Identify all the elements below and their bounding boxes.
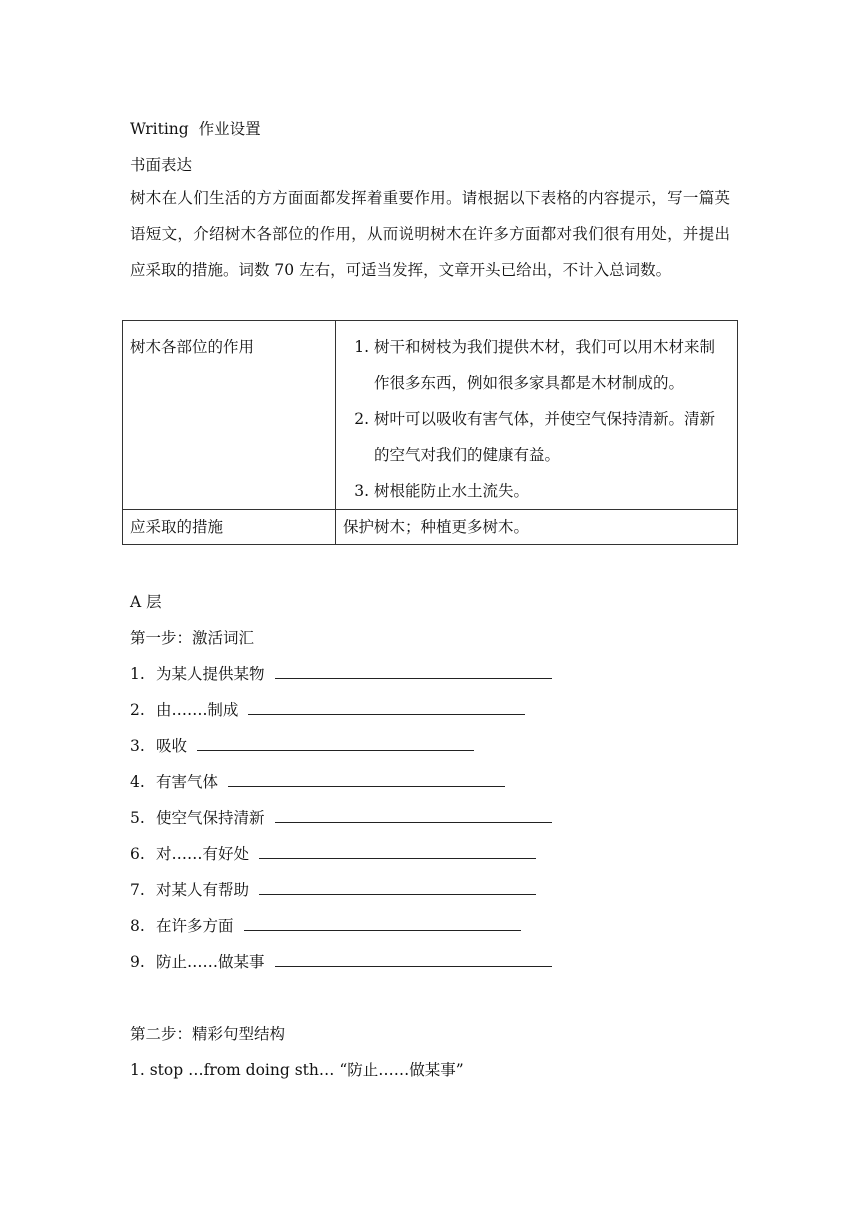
section-title: 书面表达 — [130, 156, 193, 174]
hints-table — [122, 320, 738, 545]
vocab-prompt: 为某人提供某物 — [156, 665, 265, 683]
step1-title: 第一步：激活词汇 — [130, 629, 255, 647]
level-a-title: A 层 — [130, 593, 162, 611]
instructions-paragraph: 树木在人们生活的方方面面都发挥着重要作用。请根据以下表格的内容提示，写一篇英语短文，介绍树木各部位的作用，从而说明树木在许多方面都对我们很有用处，并提出应采取的措施。词数 70 左右，可适当发挥，文章开头已给出，不计入总词数。 — [130, 189, 730, 279]
vocab-item — [130, 914, 521, 936]
answer-blank[interactable] — [244, 914, 521, 931]
vocab-prompt: 对……有好处 — [156, 845, 250, 863]
vocab-item — [130, 698, 525, 720]
vocab-number: 6. — [130, 845, 145, 863]
answer-blank[interactable] — [228, 770, 505, 787]
table-cell-content — [336, 321, 738, 510]
vocab-prompt: 有害气体 — [156, 773, 219, 791]
vocab-prompt: 使空气保持清新 — [156, 809, 265, 827]
answer-blank[interactable] — [248, 698, 525, 715]
assignment-heading — [130, 117, 261, 139]
answer-blank[interactable] — [275, 806, 552, 823]
vocab-item — [130, 878, 536, 900]
vocab-item — [130, 770, 505, 792]
vocab-number: 7. — [130, 881, 145, 899]
row-label-measures: 应采取的措施 — [123, 510, 336, 545]
list-item: 2. 树叶可以吸收有害气体，并使空气保持清新。清新的空气对我们的健康有益。 — [374, 401, 730, 473]
table-row — [123, 510, 738, 545]
vocab-prompt: 防止……做某事 — [156, 953, 265, 971]
row-label-functions: 树木各部位的作用 — [130, 338, 255, 356]
vocab-prompt: 在许多方面 — [156, 917, 234, 935]
heading-english: Writing — [130, 120, 189, 138]
vocab-prompt: 对某人有帮助 — [156, 881, 250, 899]
table-row — [123, 321, 738, 510]
vocab-item — [130, 842, 536, 864]
answer-blank[interactable] — [259, 842, 536, 859]
answer-blank[interactable] — [275, 662, 552, 679]
vocab-item — [130, 734, 474, 756]
vocab-item — [130, 806, 552, 828]
measures-value: 保护树木；种植更多树木。 — [336, 510, 738, 545]
list-item: 1. 树干和树枝为我们提供木材，我们可以用木材来制作很多东西，例如很多家具都是木材制成的。 — [374, 329, 730, 401]
vocab-prompt: 吸收 — [156, 737, 188, 755]
functions-list — [343, 329, 730, 509]
vocab-number: 2. — [130, 701, 145, 719]
sentence-pattern-1: 1. stop …from doing sth… “防止……做某事” — [130, 1061, 464, 1079]
step2-title: 第二步：精彩句型结构 — [130, 1025, 286, 1043]
vocab-number: 9. — [130, 953, 145, 971]
answer-blank[interactable] — [197, 734, 474, 751]
vocab-number: 8. — [130, 917, 145, 935]
vocab-prompt: 由…….制成 — [156, 701, 239, 719]
vocab-number: 3. — [130, 737, 145, 755]
answer-blank[interactable] — [275, 950, 552, 967]
vocab-item — [130, 950, 552, 972]
table-cell-label — [123, 321, 336, 510]
vocab-number: 5. — [130, 809, 145, 827]
vocab-item — [130, 662, 552, 684]
vocab-number: 1. — [130, 665, 145, 683]
list-item: 3. 树根能防止水土流失。 — [374, 473, 730, 509]
heading-chinese: 作业设置 — [198, 120, 261, 138]
vocab-number: 4. — [130, 773, 145, 791]
answer-blank[interactable] — [259, 878, 536, 895]
